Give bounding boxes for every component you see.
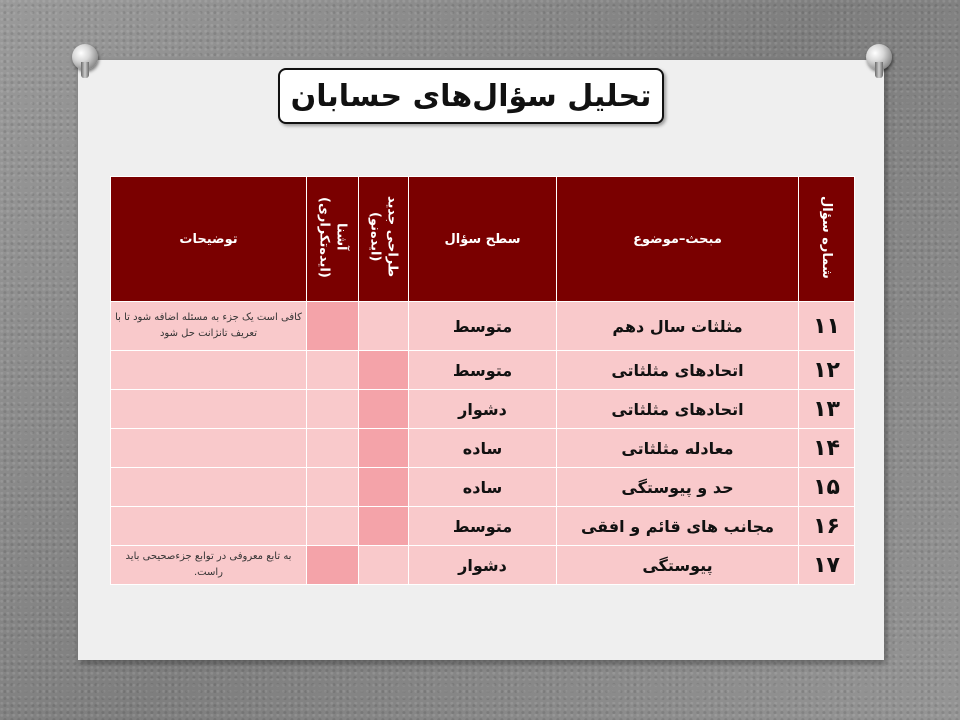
level-cell: متوسط (409, 351, 557, 390)
topic-cell: اتحادهای مثلثاتی (557, 351, 799, 390)
question-number-cell: ۱۲ (799, 351, 855, 390)
table-header-row (111, 177, 855, 302)
familiar-cell (307, 507, 359, 546)
new-design-cell (359, 546, 409, 585)
new-design-cell (359, 468, 409, 507)
notes-cell: به تابع معروفی در توابع جزءصحیحی باید راست. (111, 546, 307, 585)
notes-cell: کافی است یک جزء به مسئله اضافه شود تا با تعریف تانژانت حل شود (111, 302, 307, 351)
familiar-cell (307, 390, 359, 429)
new-design-cell (359, 351, 409, 390)
new-design-cell (359, 429, 409, 468)
familiar-cell (307, 429, 359, 468)
topic-cell: مجانب های قائم و افقی (557, 507, 799, 546)
notes-cell (111, 351, 307, 390)
table-row (111, 507, 855, 546)
new-design-cell (359, 302, 409, 351)
level-cell: دشوار (409, 546, 557, 585)
table-row (111, 390, 855, 429)
slide-title: تحلیل سؤال‌های حسابان (290, 78, 652, 114)
table-row (111, 546, 855, 585)
topic-cell: معادله مثلثاتی (557, 429, 799, 468)
new-design-cell (359, 507, 409, 546)
question-number-cell: ۱۶ (799, 507, 855, 546)
header-level: سطح سؤال (409, 177, 557, 302)
notes-cell (111, 390, 307, 429)
notes-cell (111, 429, 307, 468)
familiar-cell (307, 546, 359, 585)
slide-title-box (278, 68, 664, 124)
familiar-cell (307, 302, 359, 351)
notes-cell (111, 507, 307, 546)
header-familiar: آشنا (ایده‌تکراری) (307, 177, 359, 302)
notes-cell (111, 468, 307, 507)
level-cell: متوسط (409, 507, 557, 546)
question-number-cell: ۱۱ (799, 302, 855, 351)
question-number-cell: ۱۳ (799, 390, 855, 429)
level-cell: متوسط (409, 302, 557, 351)
topic-cell: پیوستگی (557, 546, 799, 585)
pushpin-icon (866, 44, 892, 78)
header-new-design: طراحی جدید (ایده‌نو) (359, 177, 409, 302)
analysis-table (110, 176, 855, 585)
level-cell: ساده (409, 468, 557, 507)
level-cell: دشوار (409, 390, 557, 429)
topic-cell: حد و پیوستگی (557, 468, 799, 507)
header-topic: مبحث–موضوع (557, 177, 799, 302)
table-row (111, 302, 855, 351)
table-row (111, 468, 855, 507)
question-number-cell: ۱۷ (799, 546, 855, 585)
level-cell: ساده (409, 429, 557, 468)
header-question-number: شماره سؤال (799, 177, 855, 302)
question-number-cell: ۱۵ (799, 468, 855, 507)
topic-cell: مثلثات سال دهم (557, 302, 799, 351)
topic-cell: اتحادهای مثلثاتی (557, 390, 799, 429)
question-number-cell: ۱۴ (799, 429, 855, 468)
header-notes: توضیحات (111, 177, 307, 302)
familiar-cell (307, 351, 359, 390)
familiar-cell (307, 468, 359, 507)
pushpin-icon (72, 44, 98, 78)
new-design-cell (359, 390, 409, 429)
table-row (111, 351, 855, 390)
table-row (111, 429, 855, 468)
